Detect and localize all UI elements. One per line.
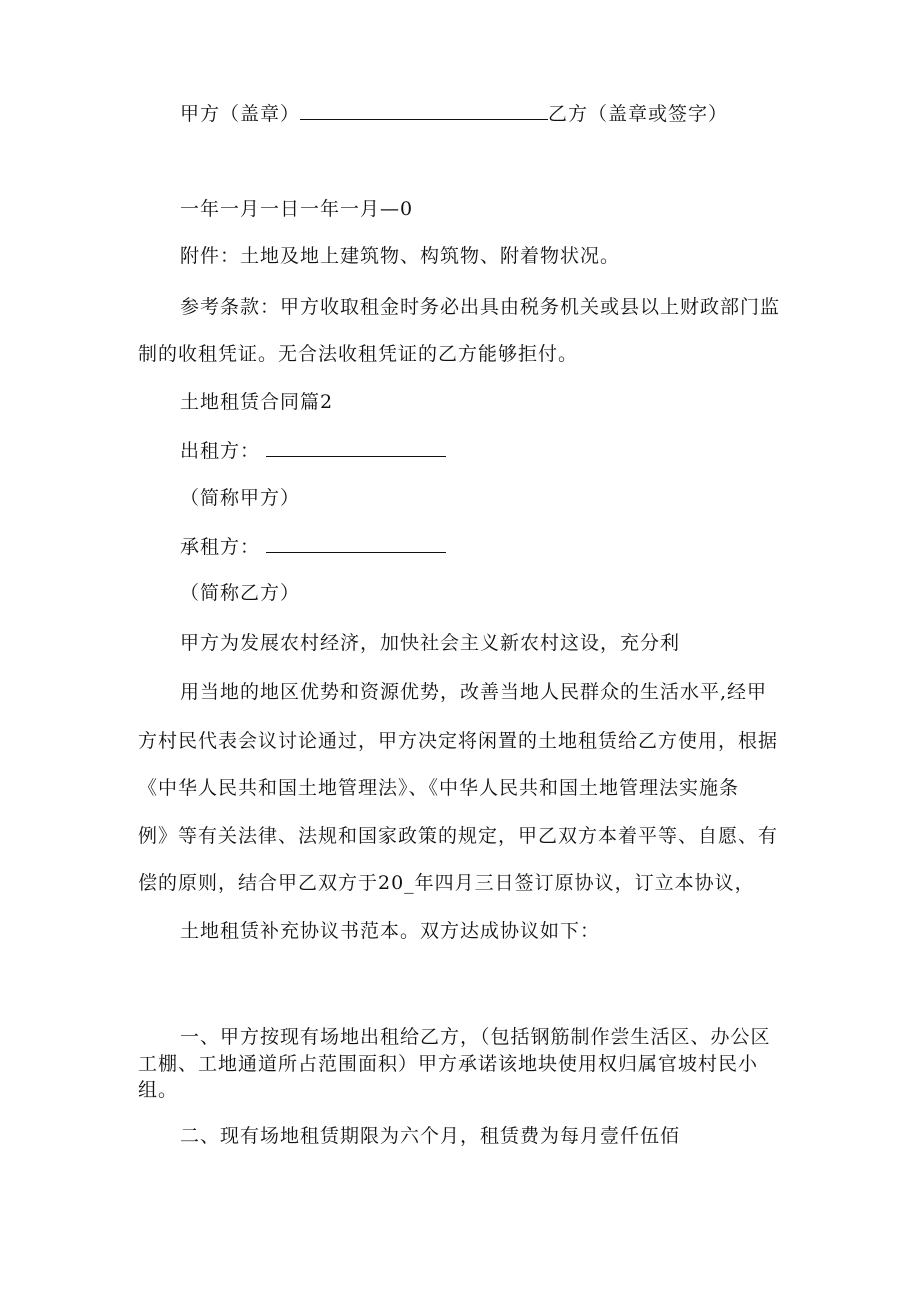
preamble-line-4: 《中华人民共和国土地管理法》、《中华人民共和国土地管理法实施条	[138, 777, 740, 799]
attachment-note: 附件：土地及地上建筑物、构筑物、附着物状况。	[180, 245, 621, 267]
lessee-label: 承租方：	[180, 536, 261, 558]
preamble-line-6: 偿的原则，结合甲乙双方于20_年四月三日签订原协议，订立本协议，	[138, 872, 755, 894]
preamble-line-3: 方村民代表会议讨论通过，甲方决定将闲置的土地租赁给乙方使用，根据	[138, 730, 779, 752]
clause-2-line-1: 二、现有场地租赁期限为六个月，租赁费为每月壹仟伍佰	[180, 1125, 681, 1147]
preamble-line-5: 例》等有关法律、法规和国家政策的规定，甲乙双方本着平等、自愿、有	[138, 825, 779, 847]
reference-clause-line-1: 参考条款：甲方收取租金时务必出具由税务机关或县以上财政部门监	[180, 296, 781, 318]
party-a-signature-blank	[300, 101, 548, 120]
lessor-line	[180, 438, 446, 464]
preamble-line-7: 土地租赁补充协议书范本。双方达成协议如下：	[180, 920, 601, 942]
reference-clause-line-2: 制的收租凭证。无合法收租凭证的乙方能够拒付。	[138, 343, 579, 365]
party-a-signature-label: 甲方（盖章）	[180, 103, 301, 125]
lessor-label: 出租方：	[180, 440, 261, 462]
signature-line	[180, 101, 728, 127]
lessor-blank	[266, 438, 446, 457]
clause-1-line-2: 工棚、工地通道所占范围面积）甲方承诺该地块使用权归属官坡村民小	[138, 1053, 759, 1075]
section-title: 土地租赁合同篇2	[180, 391, 334, 413]
party-b-signature-label: 乙方（盖章或签字）	[548, 103, 729, 125]
lessee-note: （简称乙方）	[180, 582, 301, 604]
date-line: 一年一月一日一年一月—0	[180, 198, 414, 220]
lessee-blank	[266, 534, 446, 553]
clause-1-line-3: 组。	[138, 1079, 179, 1101]
lessor-note: （简称甲方）	[180, 487, 301, 509]
lessee-line	[180, 534, 446, 560]
preamble-line-1: 甲方为发展农村经济，加快社会主义新农村这设，充分利	[180, 632, 681, 654]
clause-1-line-1: 一、甲方按现有场地出租给乙方，（包括钢筋制作尝生活区、办公区	[180, 1026, 771, 1048]
preamble-line-2: 用当地的地区优势和资源优势，改善当地人民群众的生活水平,经甲	[180, 681, 768, 703]
